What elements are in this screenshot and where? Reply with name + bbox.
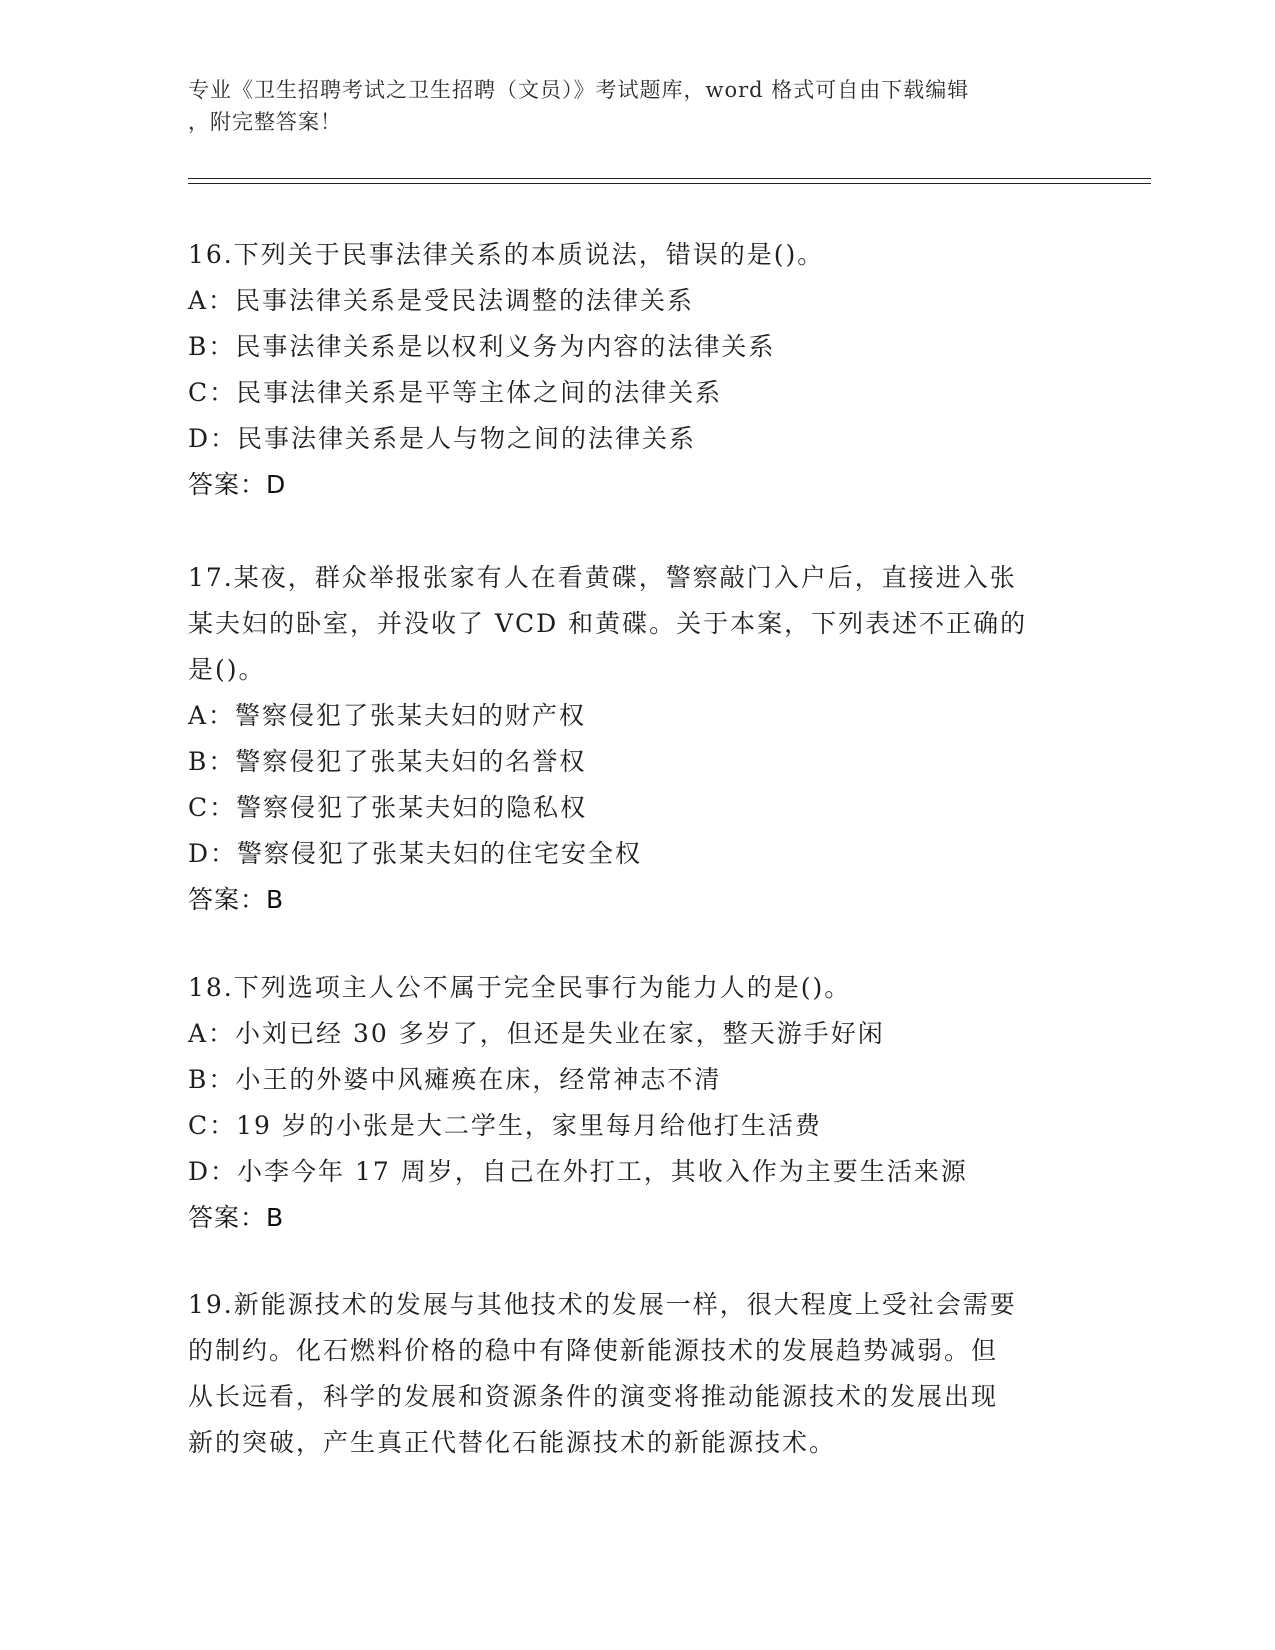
answer-line: 答案：B — [188, 1203, 285, 1232]
question-stem: 从长远看，科学的发展和资源条件的演变将推动能源技术的发展出现 — [188, 1382, 999, 1411]
option-b: B：小王的外婆中风瘫痪在床，经常神志不清 — [188, 1065, 722, 1094]
question-stem: 19.新能源技术的发展与其他技术的发展一样，很大程度上受社会需要 — [188, 1290, 1017, 1319]
answer-line: 答案：B — [188, 885, 285, 914]
option-c: C：警察侵犯了张某夫妇的隐私权 — [188, 793, 588, 822]
question-16 — [188, 232, 1068, 508]
header-divider-top — [188, 178, 1151, 179]
header-line-1: 专业《卫生招聘考试之卫生招聘（文员）》考试题库，word 格式可自由下载编辑 — [188, 78, 970, 102]
option-b: B：民事法律关系是以权利义务为内容的法律关系 — [188, 332, 776, 361]
question-stem: 的制约。化石燃料价格的稳中有降使新能源技术的发展趋势减弱。但 — [188, 1336, 999, 1365]
header-divider-bottom — [188, 183, 1151, 184]
answer-line: 答案：D — [188, 470, 287, 499]
question-17 — [188, 555, 1068, 923]
question-stem: 17.某夜，群众举报张家有人在看黄碟，警察敲门入户后，直接进入张 — [188, 563, 1017, 592]
question-stem: 是()。 — [188, 655, 266, 684]
header-line-2: ，附完整答案！ — [188, 110, 342, 134]
question-stem: 16.下列关于民事法律关系的本质说法，错误的是()。 — [188, 240, 825, 269]
option-c: C：19 岁的小张是大二学生，家里每月给他打生活费 — [188, 1111, 822, 1140]
option-d: D：小李今年 17 周岁，自己在外打工，其收入作为主要生活来源 — [188, 1157, 968, 1186]
document-header — [188, 74, 1068, 138]
question-stem: 18.下列选项主人公不属于完全民事行为能力人的是()。 — [188, 973, 852, 1002]
option-d: D：警察侵犯了张某夫妇的住宅安全权 — [188, 839, 643, 868]
option-c: C：民事法律关系是平等主体之间的法律关系 — [188, 378, 723, 407]
question-18 — [188, 965, 1068, 1241]
option-b: B：警察侵犯了张某夫妇的名誉权 — [188, 747, 587, 776]
question-stem: 新的突破，产生真正代替化石能源技术的新能源技术。 — [188, 1428, 837, 1457]
option-a: A：民事法律关系是受民法调整的法律关系 — [188, 286, 695, 315]
option-a: A：警察侵犯了张某夫妇的财产权 — [188, 701, 587, 730]
option-d: D：民事法律关系是人与物之间的法律关系 — [188, 424, 697, 453]
option-a: A：小刘已经 30 多岁了，但还是失业在家，整天游手好闲 — [188, 1019, 885, 1048]
question-stem: 某夫妇的卧室，并没收了 VCD 和黄碟。关于本案，下列表述不正确的 — [188, 609, 1028, 638]
question-19 — [188, 1282, 1068, 1466]
